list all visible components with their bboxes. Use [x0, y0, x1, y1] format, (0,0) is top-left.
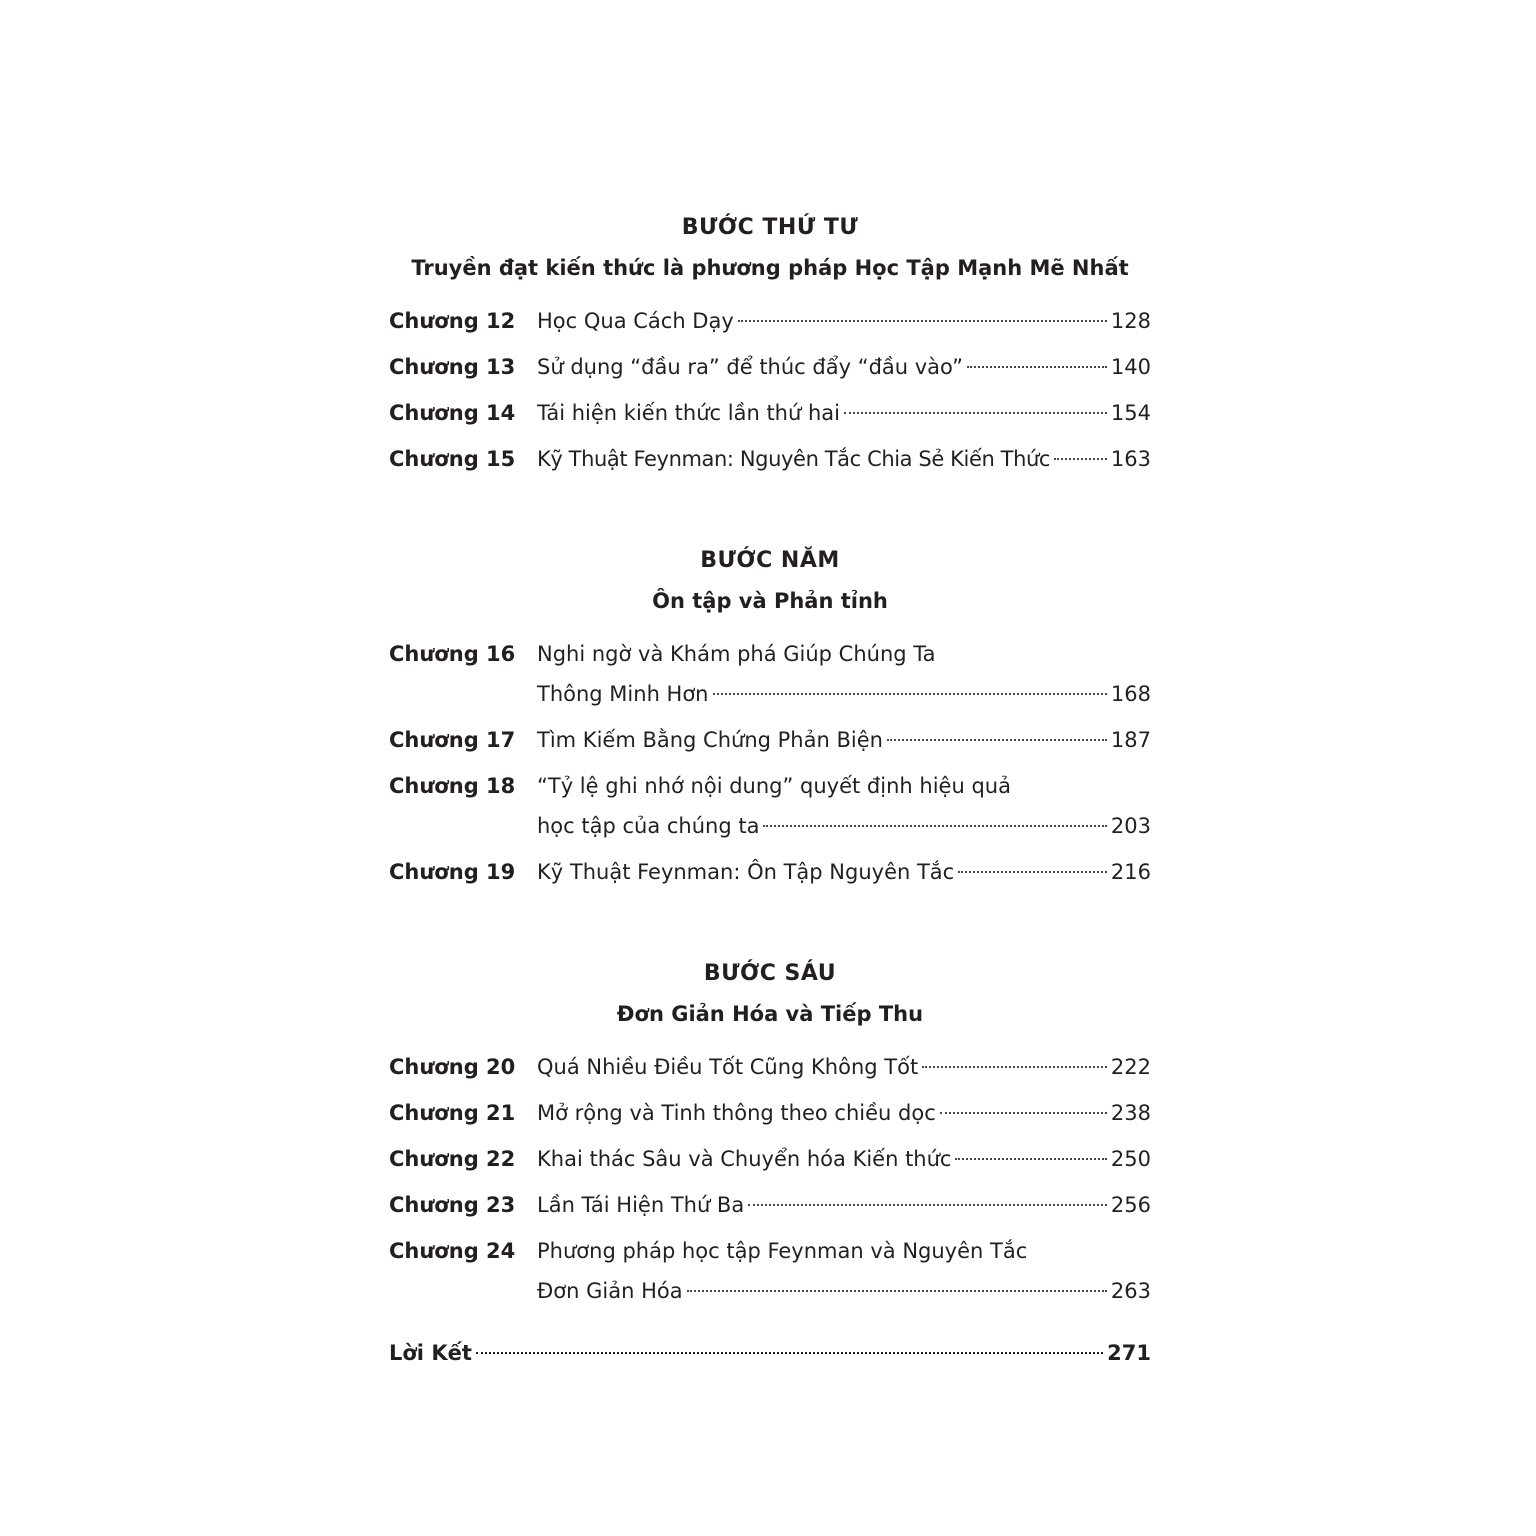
page-number: 263 — [1110, 1279, 1151, 1303]
toc-entry[interactable] — [389, 1185, 1151, 1225]
page-number: 250 — [1110, 1147, 1151, 1171]
toc-entry[interactable] — [389, 720, 1151, 760]
page-number: 163 — [1110, 447, 1151, 471]
chapter-label: Chương 17 — [389, 728, 516, 752]
toc-entry[interactable] — [389, 1139, 1151, 1179]
chapter-label: Chương 18 — [389, 774, 516, 798]
dot-leader — [1054, 457, 1107, 460]
toc-entry[interactable] — [389, 1093, 1151, 1133]
dot-leader — [738, 319, 1107, 322]
toc-entry[interactable] — [389, 1047, 1151, 1087]
chapter-title: Học Qua Cách Dạy — [537, 309, 734, 333]
chapter-title-line: Phương pháp học tập Feynman và Nguyên Tắc — [537, 1239, 1028, 1263]
dot-leader — [748, 1203, 1107, 1206]
chapter-title: Lần Tái Hiện Thứ Ba — [537, 1193, 745, 1217]
page-number: 187 — [1110, 728, 1151, 752]
chapter-label: Chương 22 — [389, 1147, 516, 1171]
chapter-title-line: học tập của chúng ta — [537, 814, 760, 838]
dot-leader — [687, 1289, 1107, 1292]
toc-entry[interactable] — [389, 393, 1151, 433]
section-title: BƯỚC THỨ TƯ — [681, 215, 859, 240]
chapter-title: Khai thác Sâu và Chuyển hóa Kiến thức — [537, 1147, 952, 1171]
chapter-title: Sử dụng “đầu ra” để thúc đẩy “đầu vào” — [537, 355, 964, 379]
toc-section-step-four — [389, 208, 1151, 479]
toc-entry[interactable] — [389, 439, 1151, 479]
chapter-title-line: “Tỷ lệ ghi nhớ nội dung” quyết định hiệu quả — [537, 774, 1011, 798]
chapter-label: Chương 24 — [389, 1239, 516, 1263]
dot-leader — [922, 1065, 1107, 1068]
closing-label: Lời Kết — [389, 1341, 472, 1365]
chapter-label: Chương 19 — [389, 860, 516, 884]
chapter-label: Chương 15 — [389, 447, 516, 471]
page-number: 238 — [1110, 1101, 1151, 1125]
dot-leader — [967, 365, 1107, 368]
chapter-title: Quá Nhiều Điều Tốt Cũng Không Tốt — [537, 1055, 919, 1079]
chapter-title: Mở rộng và Tinh thông theo chiều dọc — [537, 1101, 936, 1125]
toc-entry[interactable] — [389, 852, 1151, 892]
page-number: 256 — [1110, 1193, 1151, 1217]
chapter-title-line: Nghi ngờ và Khám phá Giúp Chúng Ta — [537, 642, 936, 666]
chapter-label: Chương 23 — [389, 1193, 516, 1217]
dot-leader — [763, 824, 1106, 827]
chapter-title: Kỹ Thuật Feynman: Ôn Tập Nguyên Tắc — [537, 860, 955, 884]
chapter-title: Tìm Kiếm Bằng Chứng Phản Biện — [537, 728, 883, 752]
page-number: 222 — [1110, 1055, 1151, 1079]
toc-section-step-five — [389, 541, 1151, 892]
page-number: 271 — [1107, 1341, 1151, 1365]
page-number: 168 — [1110, 682, 1151, 706]
table-of-contents — [389, 208, 1151, 1373]
page-number: 128 — [1110, 309, 1151, 333]
chapter-label: Chương 21 — [389, 1101, 516, 1125]
section-title: BƯỚC SÁU — [703, 961, 837, 986]
toc-entry[interactable] — [389, 634, 1151, 714]
dot-leader — [955, 1157, 1106, 1160]
chapter-title: Tái hiện kiến thức lần thứ hai — [537, 401, 840, 425]
toc-entry[interactable] — [389, 347, 1151, 387]
page-number: 216 — [1110, 860, 1151, 884]
page-number: 203 — [1110, 814, 1151, 838]
dot-leader — [713, 692, 1107, 695]
chapter-title-line: Thông Minh Hơn — [537, 682, 709, 706]
dot-leader — [844, 411, 1107, 414]
chapter-label: Chương 12 — [389, 309, 516, 333]
section-subtitle: Ôn tập và Phản tỉnh — [652, 589, 888, 613]
chapter-label: Chương 14 — [389, 401, 516, 425]
toc-entry[interactable] — [389, 766, 1151, 846]
toc-entry[interactable] — [389, 301, 1151, 341]
toc-entry-closing[interactable] — [389, 1333, 1151, 1373]
dot-leader — [958, 870, 1107, 873]
chapter-label: Chương 16 — [389, 642, 516, 666]
dot-leader — [887, 738, 1107, 741]
dot-leader — [476, 1351, 1103, 1354]
toc-entry[interactable] — [389, 1231, 1151, 1311]
chapter-label: Chương 13 — [389, 355, 516, 379]
chapter-label: Chương 20 — [389, 1055, 516, 1079]
page-number: 140 — [1110, 355, 1151, 379]
toc-section-step-six — [389, 954, 1151, 1311]
page-number: 154 — [1110, 401, 1151, 425]
dot-leader — [940, 1111, 1107, 1114]
chapter-title-line: Đơn Giản Hóa — [537, 1279, 683, 1303]
chapter-title: Kỹ Thuật Feynman: Nguyên Tắc Chia Sẻ Kiến Thức — [537, 447, 1051, 471]
section-subtitle: Truyền đạt kiến thức là phương pháp Học Tập Mạnh Mẽ Nhất — [411, 256, 1129, 280]
section-subtitle: Đơn Giản Hóa và Tiếp Thu — [616, 1002, 924, 1026]
section-title: BƯỚC NĂM — [700, 548, 840, 573]
